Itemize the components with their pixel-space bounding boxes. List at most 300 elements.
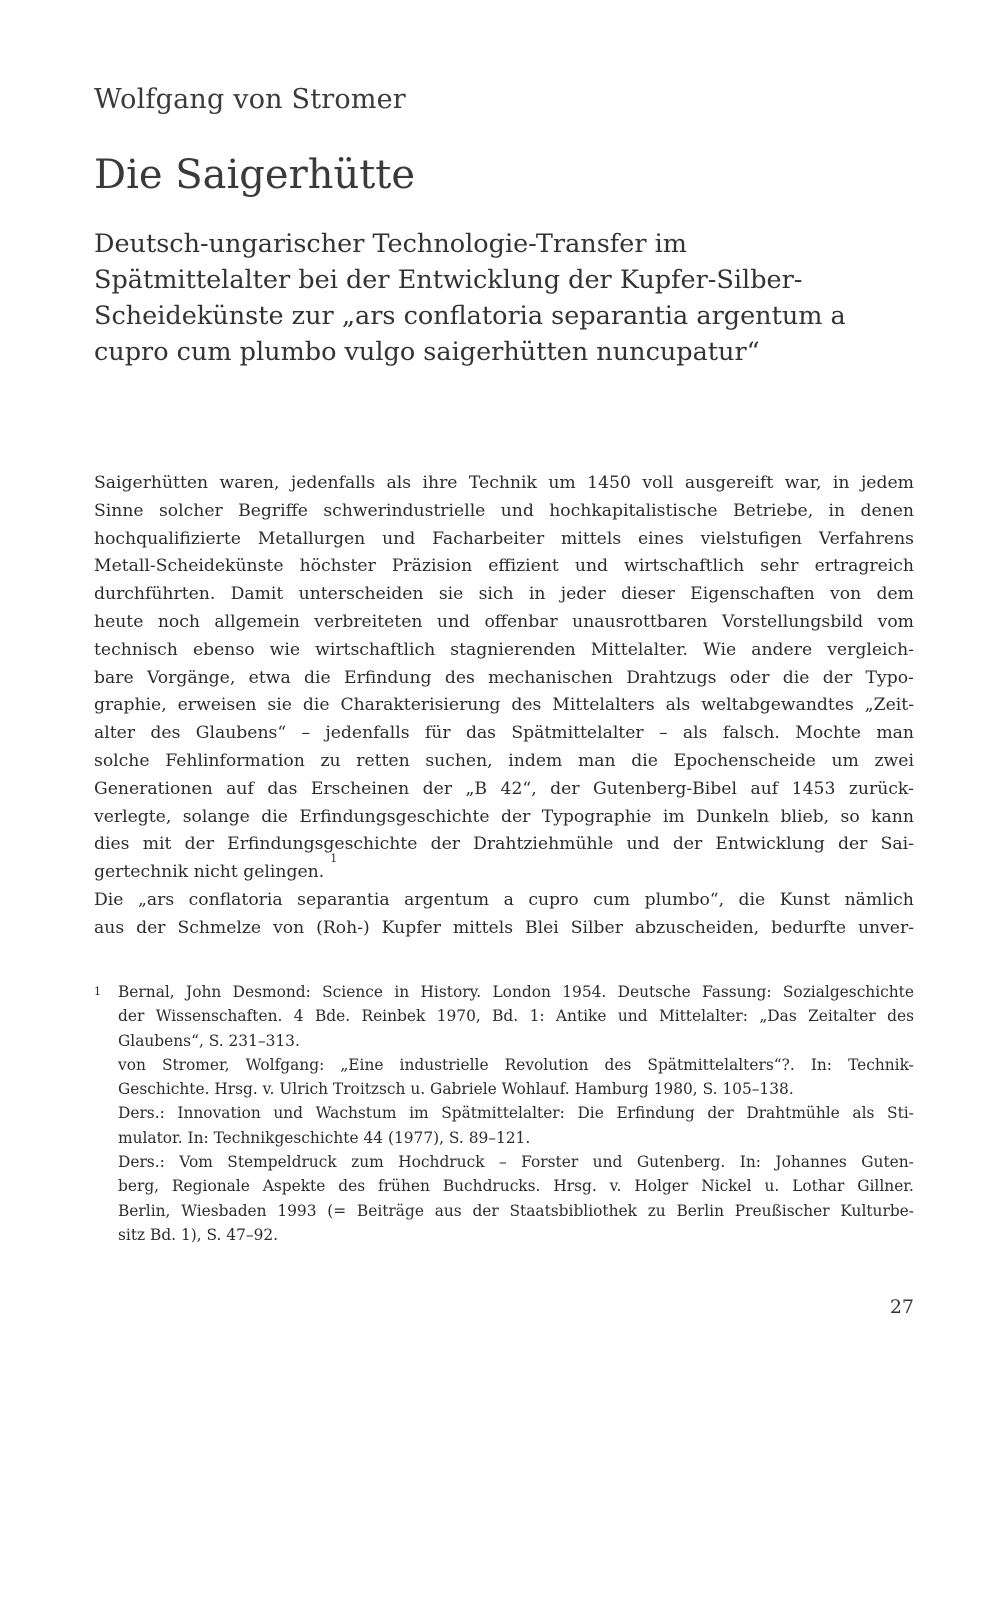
footnote-line — [118, 1053, 914, 1077]
word: Kupfer — [381, 917, 441, 938]
word: Sai- — [880, 834, 914, 855]
word: John — [186, 983, 222, 1001]
word: Präzision — [391, 556, 473, 577]
word: der — [500, 806, 531, 827]
word: von — [273, 917, 305, 938]
word: Vorgänge, — [146, 667, 236, 688]
word: industrielle — [399, 1055, 489, 1074]
word: die — [261, 806, 288, 827]
word: als — [852, 1104, 875, 1123]
word: sehr — [760, 556, 799, 577]
word: man — [578, 750, 616, 771]
word: Nickel — [701, 1177, 752, 1196]
word: Entwicklung — [715, 834, 825, 855]
word: wirtschaftlich — [315, 639, 436, 660]
word: Bde. — [314, 1007, 351, 1026]
word: Aspekte — [262, 1177, 326, 1196]
word: abzuscheiden, — [634, 917, 760, 938]
subtitle-line: Scheidekünste zur „ars conflatoria separantia argentum a — [94, 301, 846, 331]
word: jeder — [560, 584, 606, 605]
word: Hochdruck — [398, 1153, 485, 1172]
word: Fassung: — [702, 983, 772, 1001]
word: die — [738, 889, 766, 910]
subtitle-line: Spätmittelalter bei der Entwicklung der Kupfer-Silber- — [94, 265, 803, 295]
word: Wolfgang: — [245, 1055, 325, 1074]
word: „Eine — [340, 1055, 384, 1074]
word: bare — [94, 667, 134, 688]
word: der — [118, 1007, 145, 1026]
word: von — [830, 584, 862, 605]
word: Berlin — [676, 1201, 725, 1220]
word: Drahtziehmühle — [473, 834, 614, 855]
word: plumbo“, — [644, 889, 725, 910]
word: Begriffe — [238, 500, 308, 521]
word: Stromer, — [161, 1055, 230, 1074]
word: die — [304, 667, 331, 688]
word: um — [831, 750, 859, 771]
word: blieb, — [780, 806, 830, 827]
word: Bernal, — [118, 983, 175, 1001]
footnote-line — [118, 1174, 914, 1198]
word: der — [838, 834, 868, 855]
footnote-line — [118, 1150, 914, 1174]
word: jedenfalls — [290, 473, 376, 493]
word: Berlin, — [118, 1201, 171, 1220]
word: Kunst — [779, 889, 831, 910]
word: Fehlinformation — [165, 750, 305, 771]
word: Erfindung — [344, 667, 432, 688]
word: die — [302, 695, 330, 716]
word: ausgereift — [684, 473, 774, 493]
word: dies — [94, 834, 130, 855]
word: Mittelalter. — [590, 639, 688, 660]
footnote-line — [118, 1199, 914, 1223]
word: Spätmittelalter: — [441, 1104, 565, 1123]
word: Erfindung — [616, 1104, 695, 1123]
word: Metall-Scheidekünste — [94, 556, 284, 577]
word: der — [184, 834, 214, 855]
word: Schmelze — [177, 917, 262, 938]
body-line — [94, 692, 914, 720]
word: Lothar — [792, 1177, 845, 1196]
body-line-text: gertechnik nicht gelingen. — [94, 862, 325, 883]
word: conflatoria — [188, 889, 283, 910]
word: wirtschaftlich — [624, 556, 745, 577]
word: argentum — [404, 889, 490, 910]
word: in — [828, 500, 846, 521]
word: Guten- — [861, 1153, 914, 1172]
word: offenbar — [484, 611, 558, 632]
word: bedurfte — [771, 917, 846, 938]
word: Spätmittelalter — [511, 723, 644, 744]
body-line — [94, 915, 914, 943]
word: – — [301, 723, 311, 744]
word: 1970, — [436, 1007, 481, 1026]
word: kann — [871, 806, 914, 827]
word: Mochte — [795, 723, 861, 744]
word: des — [511, 695, 542, 716]
word: der — [672, 834, 703, 855]
body-line — [94, 526, 914, 554]
word: suchen, — [425, 750, 493, 771]
word: hochqualifizierte — [94, 528, 241, 549]
word: „Zeit- — [864, 695, 914, 716]
subtitle-line: cupro cum plumbo vulgo saigerhütten nuncupatur“ — [94, 337, 760, 367]
word: ihre — [422, 473, 458, 493]
word: solange — [182, 806, 250, 827]
word: und — [500, 500, 534, 521]
word: Eigenschaften — [690, 584, 815, 605]
word: der — [550, 778, 580, 799]
footnote-line — [118, 1077, 914, 1101]
word: 1954. — [562, 983, 607, 1001]
word: In: — [739, 1153, 761, 1172]
word: 4 — [293, 1007, 304, 1026]
word: Vom — [179, 1153, 213, 1172]
footnote-line-text: Glaubens“, S. 231–313. — [118, 1031, 300, 1050]
word: Mittelalter: — [658, 1007, 748, 1026]
word: Desmond: — [232, 983, 311, 1001]
word: Stempeldruck — [227, 1153, 337, 1172]
word: das — [267, 778, 298, 799]
word: denen — [860, 500, 914, 521]
word: separantia — [297, 889, 390, 910]
word: im — [662, 806, 685, 827]
footnote-body — [118, 980, 914, 1247]
body-line-last — [94, 852, 914, 887]
footnote-line — [118, 1126, 914, 1150]
word: sie — [438, 584, 464, 605]
word: Wie — [703, 639, 737, 660]
word: – — [658, 723, 668, 744]
word: auf — [226, 778, 254, 799]
word: zum — [351, 1153, 384, 1172]
word: Sinne — [94, 500, 144, 521]
word: Mittelalters — [552, 695, 655, 716]
word: Gillner. — [857, 1177, 914, 1196]
word: Technik — [468, 473, 537, 493]
footnote-line-text: sitz Bd. 1), S. 47–92. — [118, 1225, 279, 1244]
word: erweisen — [177, 695, 257, 716]
word: des — [444, 667, 475, 688]
word: 1450 — [587, 473, 631, 493]
word: hochkapitalistische — [549, 500, 718, 521]
word: Hrsg. — [553, 1177, 597, 1196]
word: Sti- — [887, 1104, 914, 1123]
word: vergleich- — [827, 639, 914, 660]
word: jedenfalls — [325, 723, 410, 744]
word: des — [338, 1177, 366, 1196]
footnote-line-text: Geschichte. Hrsg. v. Ulrich Troitzsch u. Gabriele Wohlauf. Hamburg 1980, S. 105–138. — [118, 1080, 794, 1099]
word: war, — [784, 473, 822, 493]
word: Die — [577, 1104, 604, 1123]
chapter-subtitle — [94, 226, 914, 370]
word: History. — [420, 983, 482, 1001]
body-line — [94, 637, 914, 665]
body-line — [94, 720, 914, 748]
word: solcher — [158, 500, 223, 521]
word: Reinbek — [361, 1007, 426, 1026]
word: Generationen — [94, 778, 213, 799]
word: und — [592, 1153, 623, 1172]
word: heute — [94, 611, 144, 632]
word: Typographie — [541, 806, 652, 827]
word: dem — [876, 584, 914, 605]
word: Gutenberg-Bibel — [593, 778, 737, 799]
footnote-line-text: mulator. In: Technikgeschichte 44 (1977), S. 89–121. — [118, 1128, 531, 1147]
word: Buchdrucks. — [442, 1177, 541, 1196]
body-line — [94, 470, 914, 498]
word: und — [382, 528, 416, 549]
word: effizient — [488, 556, 559, 577]
word: das — [465, 723, 497, 744]
word: im — [409, 1104, 429, 1123]
author-name: Wolfgang von Stromer — [94, 84, 406, 115]
word: Preußischer — [734, 1201, 830, 1220]
word: des — [604, 1055, 632, 1074]
word: Ders.: — [118, 1104, 165, 1123]
word: Damit — [230, 584, 284, 605]
word: Staatsbibliothek — [509, 1201, 637, 1220]
word: Bd. — [492, 1007, 519, 1026]
word: als — [665, 695, 691, 716]
word: Science — [322, 983, 383, 1001]
word: allgemein — [214, 611, 300, 632]
word: um — [548, 473, 576, 493]
word: a — [503, 889, 514, 910]
word: solche — [94, 750, 150, 771]
word: mittels — [452, 917, 514, 938]
word: 1453 — [791, 778, 836, 799]
word: höchster — [299, 556, 376, 577]
footnote-mark: 1 — [94, 985, 101, 998]
word: u. — [764, 1177, 780, 1196]
word: Erfindungsgeschichte — [299, 806, 490, 827]
word: (= — [327, 1201, 347, 1220]
word: die — [782, 667, 810, 688]
word: als — [386, 473, 412, 493]
word: Forster — [521, 1153, 579, 1172]
word: zurück- — [848, 778, 914, 799]
word: unausrottbaren — [572, 611, 708, 632]
body-line — [94, 776, 914, 804]
word: Deutsche — [617, 983, 691, 1001]
footnotes — [94, 980, 914, 1247]
word: Wachstum — [315, 1104, 397, 1123]
word: stagnierenden — [450, 639, 576, 660]
word: der — [430, 834, 460, 855]
word: des — [887, 1007, 914, 1026]
word: durchführten. — [94, 584, 216, 605]
word: auf — [750, 778, 779, 799]
word: unver- — [857, 917, 914, 938]
word: Erfindungsgeschichte — [227, 834, 418, 855]
word: wie — [269, 639, 301, 660]
word: alter — [94, 723, 136, 744]
word: Saigerhütten — [94, 473, 209, 493]
word: für — [424, 723, 451, 744]
body-line — [94, 804, 914, 832]
word: Ders.: — [118, 1153, 165, 1172]
word: eines — [638, 528, 684, 549]
word: „B — [465, 778, 488, 799]
word: noch — [157, 611, 200, 632]
word: In: — [810, 1055, 832, 1074]
word: Regionale — [171, 1177, 250, 1196]
word: und — [617, 1007, 648, 1026]
word: Kulturbe- — [840, 1201, 914, 1220]
body-line — [94, 553, 914, 581]
word: zu — [320, 750, 341, 771]
word: der — [422, 778, 453, 799]
word: Johannes — [775, 1153, 847, 1172]
word: Wissenschaften. — [155, 1007, 283, 1026]
word: von — [118, 1055, 146, 1074]
word: Verfahrens — [818, 528, 914, 549]
page-number: 27 — [889, 1296, 914, 1318]
chapter-title: Die Saigerhütte — [94, 152, 416, 198]
word: retten — [356, 750, 410, 771]
word: vielstufigen — [700, 528, 802, 549]
word: in — [394, 983, 410, 1001]
word: sich — [478, 584, 514, 605]
word: mechanischen — [488, 667, 613, 688]
word: mittels — [561, 528, 622, 549]
word: in — [832, 473, 850, 493]
word: Beiträge — [356, 1201, 424, 1220]
subtitle-line: Deutsch-ungarischer Technologie-Transfer im — [94, 229, 687, 259]
word: Technik- — [848, 1055, 914, 1074]
word: „Das — [759, 1007, 797, 1026]
body-line — [94, 581, 914, 609]
word: v. — [609, 1177, 622, 1196]
word: technisch — [94, 639, 178, 660]
word: in — [528, 584, 546, 605]
footnote-line — [118, 1004, 914, 1028]
word: so — [840, 806, 860, 827]
word: der — [136, 917, 166, 938]
word: Die — [94, 889, 124, 910]
word: Zeitalter — [808, 1007, 876, 1026]
body-line — [94, 831, 914, 859]
word: Antike — [555, 1007, 607, 1026]
word: vom — [877, 611, 914, 632]
footnote-line — [118, 1223, 914, 1247]
word: Blei — [525, 917, 559, 938]
word: der — [707, 1104, 734, 1123]
word: Silber — [570, 917, 623, 938]
word: (Roh-) — [316, 917, 370, 938]
word: Sozialgeschichte — [782, 983, 914, 1001]
word: sie — [267, 695, 292, 716]
word: berg, — [118, 1177, 160, 1196]
word: und — [626, 834, 660, 855]
word: 1: — [529, 1007, 545, 1026]
word: Vorstellungsbild — [721, 611, 864, 632]
footnote-line — [118, 1029, 914, 1053]
word: falsch. — [722, 723, 780, 744]
word: zwei — [874, 750, 914, 771]
word: und — [436, 611, 471, 632]
word: Charakterisierung — [340, 695, 501, 716]
word: Innovation — [177, 1104, 261, 1123]
word: Erscheinen — [310, 778, 410, 799]
word: Metallurgen — [257, 528, 366, 549]
word: – — [499, 1153, 507, 1172]
word: Revolution — [504, 1055, 589, 1074]
word: aus — [434, 1201, 462, 1220]
word: Holger — [634, 1177, 689, 1196]
word: Epochenscheide — [673, 750, 816, 771]
word: 42“, — [500, 778, 537, 799]
word: Drahtzugs — [626, 667, 717, 688]
word: verlegte, — [94, 806, 172, 827]
word: aus — [94, 917, 125, 938]
body-line — [94, 498, 914, 526]
word: nämlich — [844, 889, 914, 910]
word: Drahtmühle — [746, 1104, 840, 1123]
word: weltabgewandtes — [701, 695, 854, 716]
word: dieser — [620, 584, 675, 605]
word: der — [822, 667, 853, 688]
word: etwa — [248, 667, 291, 688]
body-line — [94, 665, 914, 693]
word: die — [631, 750, 658, 771]
word: voll — [642, 473, 674, 493]
word: Dunkeln — [696, 806, 770, 827]
word: schwerindustrielle — [323, 500, 486, 521]
body-text — [94, 470, 914, 943]
word: Facharbeiter — [432, 528, 545, 549]
word: Gutenberg. — [636, 1153, 726, 1172]
word: jedem — [860, 473, 914, 493]
word: des — [150, 723, 181, 744]
word: und — [273, 1104, 304, 1123]
word: als — [682, 723, 708, 744]
word: mit — [142, 834, 172, 855]
footnote-reference: 1 — [330, 852, 338, 866]
word: man — [876, 723, 914, 744]
word: Wiesbaden — [181, 1201, 267, 1220]
word: andere — [751, 639, 813, 660]
word: verbreiteten — [314, 611, 423, 632]
word: waren, — [219, 473, 280, 493]
word: „ars — [137, 889, 175, 910]
word: 1993 — [277, 1201, 317, 1220]
word: frühen — [378, 1177, 430, 1196]
word: der — [472, 1201, 499, 1220]
word: Typo- — [865, 667, 914, 688]
word: Glaubens“ — [195, 723, 287, 744]
word: Betriebe, — [732, 500, 814, 521]
body-line — [94, 748, 914, 776]
word: und — [574, 556, 609, 577]
footnote-line — [118, 1101, 914, 1125]
word: oder — [729, 667, 770, 688]
body-line — [94, 887, 914, 915]
word: zu — [647, 1201, 666, 1220]
word: unterscheiden — [298, 584, 424, 605]
word: ebenso — [192, 639, 255, 660]
word: Spätmittelalters“?. — [647, 1055, 795, 1074]
word: graphie, — [94, 695, 167, 716]
word: ertragreich — [814, 556, 914, 577]
footnote-line — [118, 980, 914, 1004]
word: cupro — [528, 889, 579, 910]
word: cum — [593, 889, 631, 910]
body-line — [94, 609, 914, 637]
footnote — [94, 980, 914, 1247]
